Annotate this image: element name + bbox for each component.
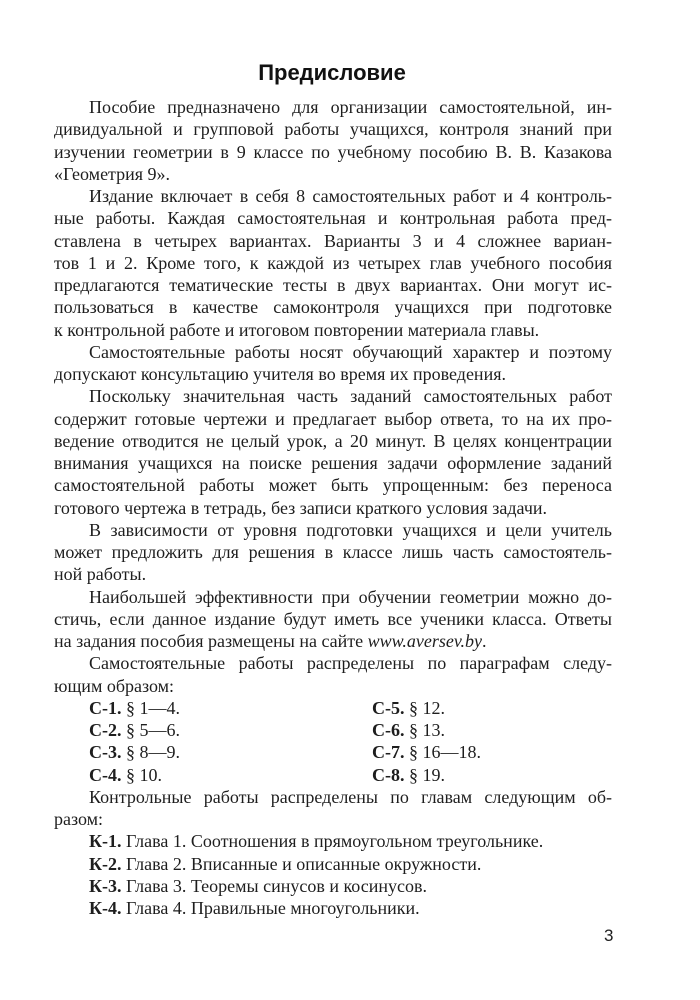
work-sections: § 13. [409,720,445,740]
text-line: Поскольку значительная часть заданий самостоятельных работ [89,386,612,407]
list-item [372,719,445,741]
text-line: тов 1 и 2. Кроме того, к каждой из четырех глав учебного пособия [54,252,612,273]
text-line: внимания учащихся на поиске решения задачи оформление заданий [54,453,612,473]
text-line: ющим образом: [54,675,175,696]
work-code: С-6. [372,720,405,740]
work-description: Глава 2. Вписанные и описанные окружности. [126,853,482,874]
text-line: допускают консультацию учителя во время их проведения. [54,364,506,384]
work-code: К-1. [89,831,122,852]
website-link[interactable]: www.aversev.by [367,631,482,651]
list-item [89,764,162,786]
work-code: С-3. [89,742,122,763]
page-title: Предисловие [258,60,406,85]
work-sections: § 12. [409,697,445,718]
text-line: В зависимости от уровня подготовки учащихся и цели учитель [89,519,612,540]
text-line: ведение отводится не целый урок, а 20 минут. В целях концентрации [54,430,612,451]
text-line: Контрольные работы распределены по главам следующим об- [89,786,612,807]
work-code: К-3. [89,875,122,896]
work-code: К-2. [89,853,122,874]
work-sections: § 5—6. [126,720,180,740]
work-sections: § 16—18. [409,742,481,763]
text-line: ставлена в четырех вариантах. Варианты 3 и 4 сложнее вариан- [54,230,612,251]
text-line: дивидуальной и групповой работы учащихся, контроля знаний при [54,119,612,140]
text-line: стичь, если данное издание будут иметь все ученики класса. Ответы [54,608,612,629]
list-item [54,853,612,875]
work-sections: § 1—4. [126,697,180,718]
text-line: может предложить для решения в классе лишь часть самостоятель- [54,542,612,562]
work-description: Глава 4. Правильные многоугольники. [126,898,420,918]
work-code: С-1. [89,697,122,718]
control-works-list [54,830,612,919]
text-line: предлагаются тематические тесты в двух вариантах. Они могут ис- [54,275,612,295]
text-line: Пособие предназначено для организации самостоятельной, ин- [89,97,612,117]
list-item [89,741,180,763]
list-item [54,897,612,919]
text-line: изучении геометрии в 9 классе по учебному пособию В. В. Казакова [54,141,612,162]
independent-works-list [54,697,612,786]
work-code: С-7. [372,742,405,763]
list-item [89,697,180,719]
paragraph-purpose [54,96,612,185]
list-item [372,741,481,763]
paragraph-control-distribution [54,786,612,831]
paragraph-teacher-choice [54,519,612,586]
text-line: готового чертежа в тетрадь, без записи краткого условия задачи. [54,497,548,518]
text-line: Самостоятельные работы распределены по параграфам следу- [89,653,612,674]
text-line: ные работы. Каждая самостоятельная и контрольная работа пред- [54,208,612,229]
work-code: С-8. [372,764,405,785]
paragraph-duration [54,385,612,519]
text-line [54,630,612,652]
work-code: К-4. [89,898,122,918]
page-number: 3 [604,926,614,945]
text-line: Самостоятельные работы носят обучающий характер и поэтому [89,341,612,362]
work-sections: § 19. [409,764,445,785]
text-line: ной работы. [54,564,147,585]
list-row [54,697,612,719]
list-item [372,697,445,719]
work-code: С-4. [89,764,122,785]
list-row [54,719,612,741]
paragraph-answers [54,586,612,653]
list-item [372,764,445,786]
text-line: «Геометрия 9». [54,163,171,184]
paragraph-contents [54,185,612,341]
text-line: разом: [54,809,104,829]
work-code: С-5. [372,697,405,718]
text-line: самостоятельной работы может быть упрощенным: без переноса [54,475,612,496]
body-text [54,96,612,919]
list-item [54,830,612,852]
list-item [54,875,612,897]
work-description: Глава 3. Теоремы синусов и косинусов. [126,875,427,896]
work-code: С-2. [89,720,122,740]
list-item [89,719,180,741]
work-sections: § 10. [126,764,162,785]
paragraph-independent-distribution [54,652,612,697]
text-fragment: . [481,631,487,651]
work-sections: § 8—9. [126,742,180,763]
text-line: Наибольшей эффективности при обучении геометрии можно до- [89,586,612,607]
text-line: к контрольной работе и итоговом повторении материала главы. [54,319,540,340]
text-fragment: на задания пособия размещены на сайте [54,631,368,651]
list-row [54,764,612,786]
paragraph-independent-work-nature [54,341,612,386]
list-row [54,741,612,763]
text-line: пользоваться в качестве самоконтроля учащихся при подготовке [54,297,612,318]
text-line: содержит готовые чертежи и предлагает выбор ответа, то на их про- [54,408,612,429]
work-description: Глава 1. Соотношения в прямоугольном треугольнике. [126,831,544,852]
text-line: Издание включает в себя 8 самостоятельных работ и 4 контроль- [89,186,612,206]
